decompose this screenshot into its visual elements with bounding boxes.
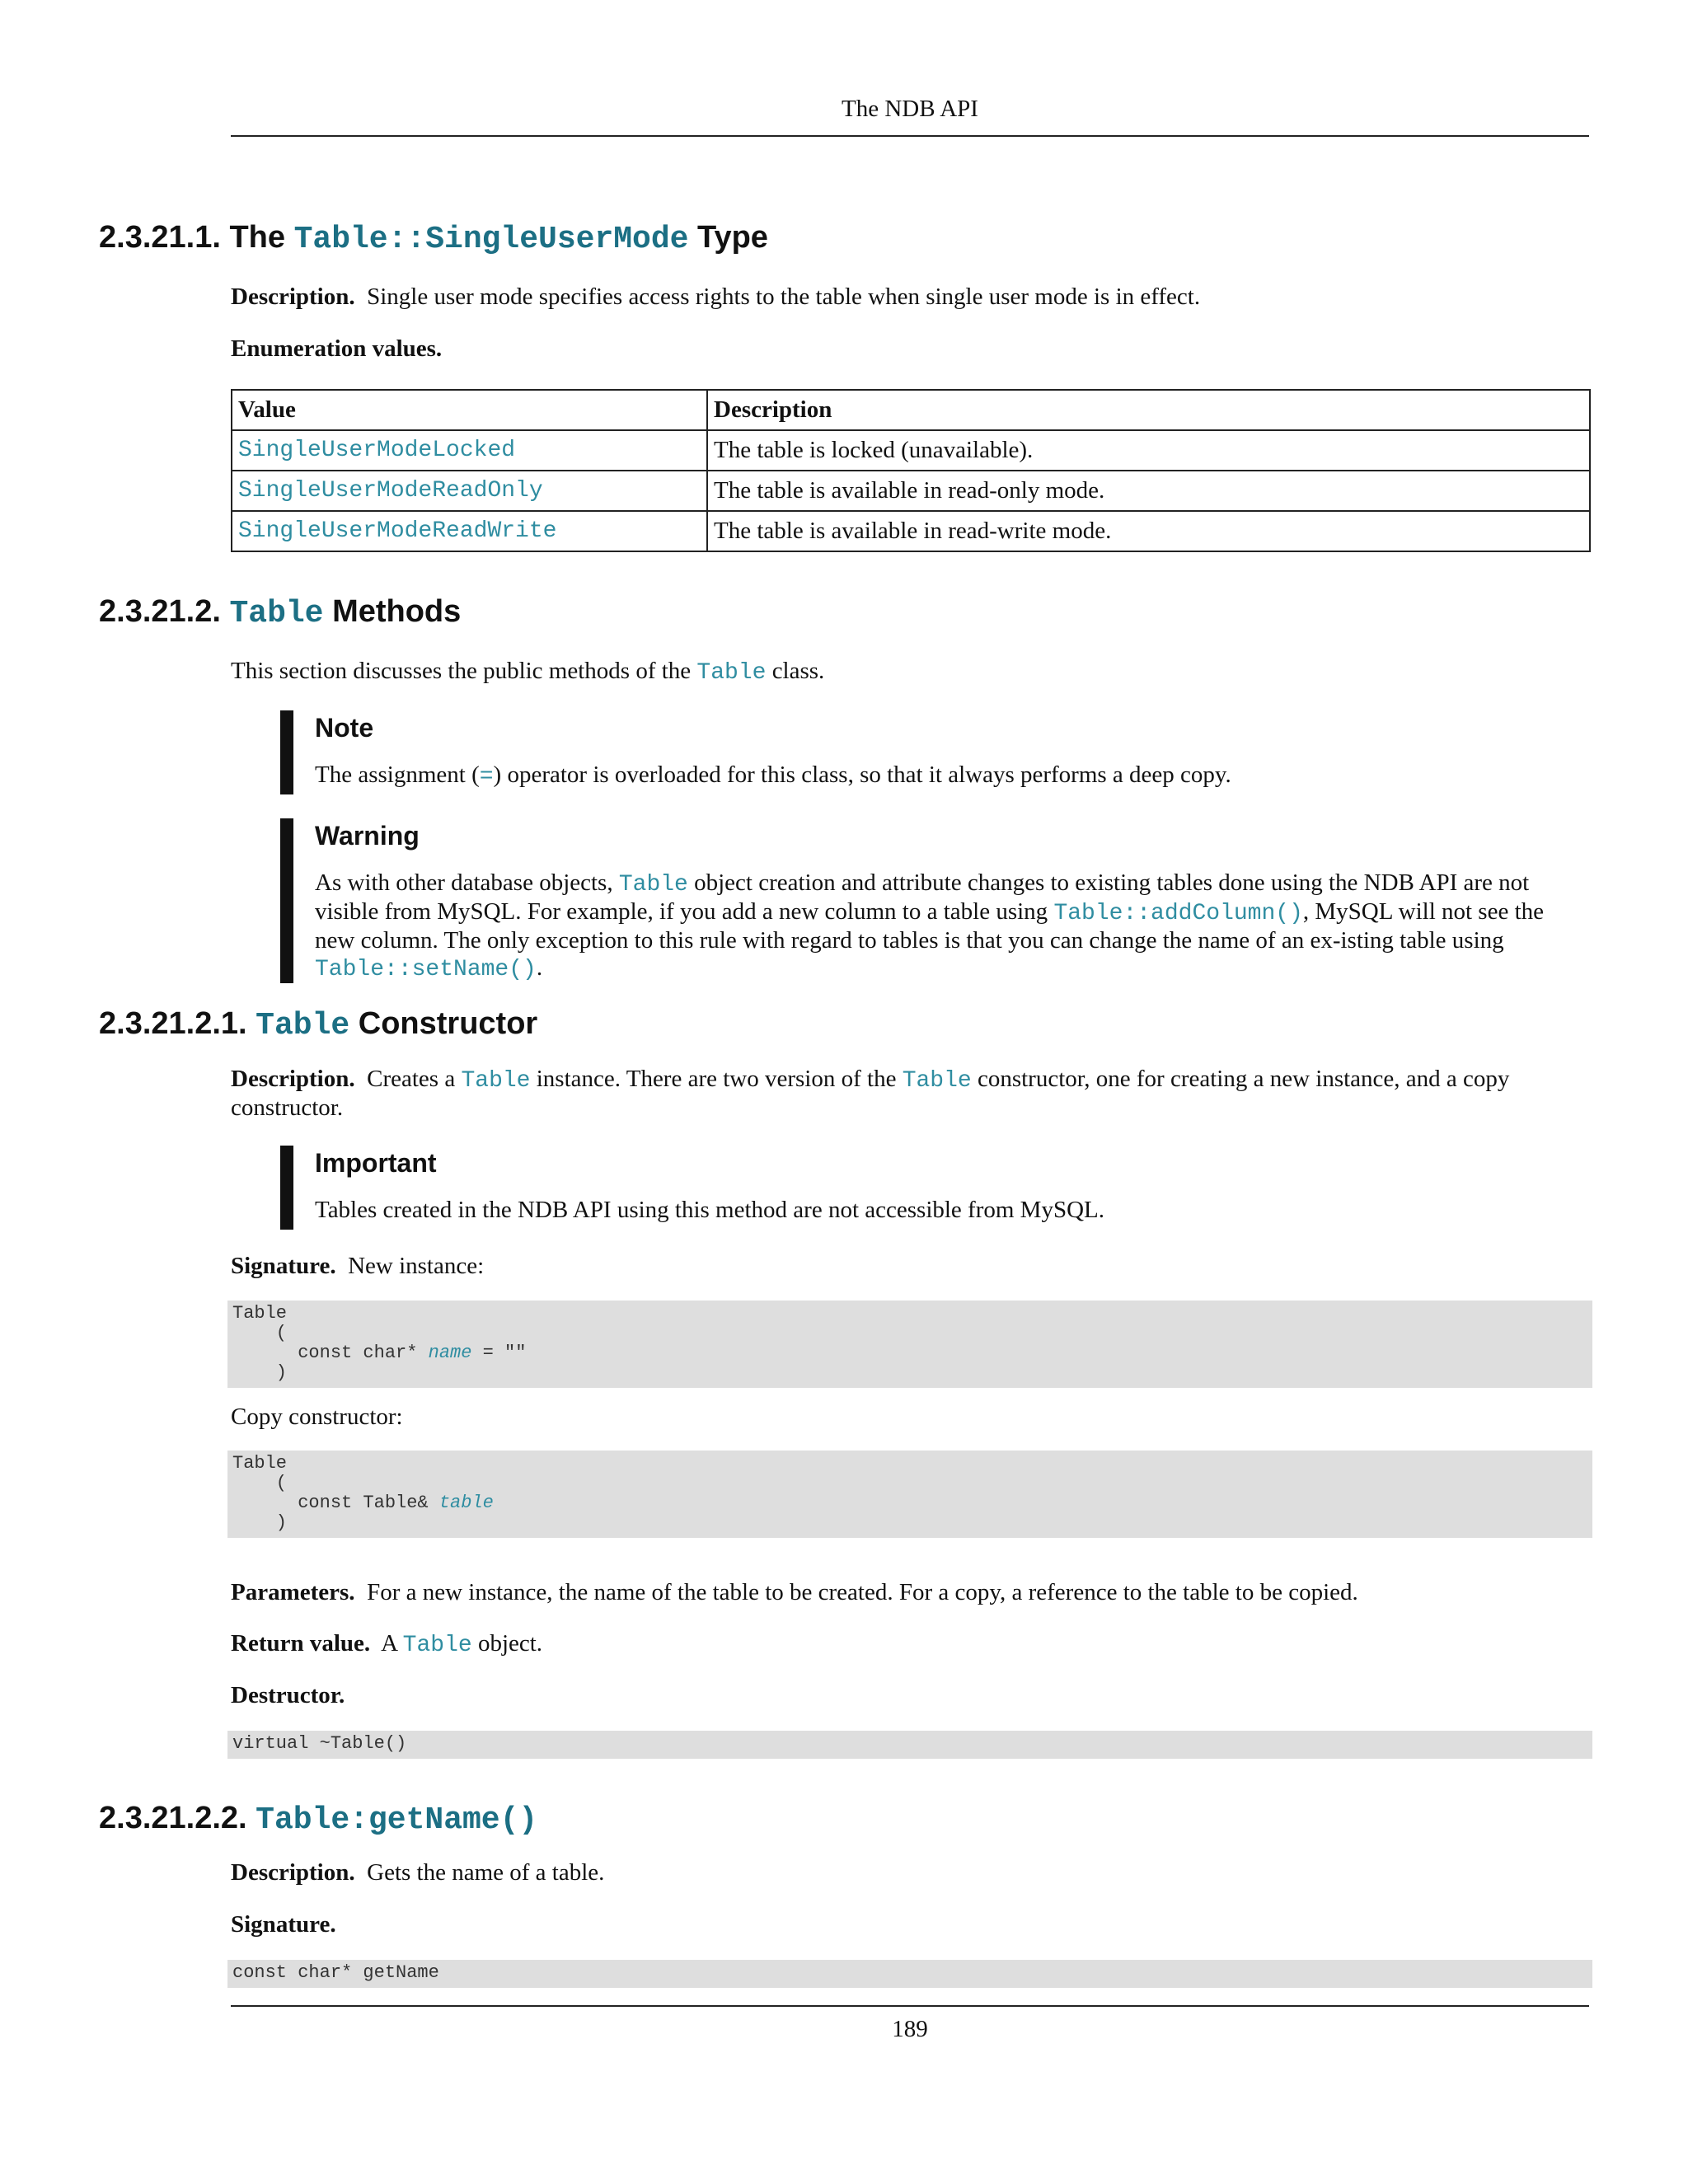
note-text: ) operator is overloaded for this class, so that it always performs a deep copy. — [493, 762, 1231, 788]
table-header-row — [232, 390, 1590, 430]
signature-paragraph — [231, 1253, 1591, 1280]
enumeration-label-paragraph — [231, 335, 1591, 363]
code-block-get-name — [227, 1960, 1592, 1988]
table-row — [232, 511, 1590, 551]
signature-label: Signature. — [231, 1253, 336, 1279]
description-label: Description. — [231, 1859, 355, 1886]
note-title: Note — [315, 713, 374, 743]
column-header-description: Description — [707, 390, 1590, 430]
section-heading-table-constructor — [99, 1004, 537, 1046]
class-link[interactable]: Table — [618, 872, 688, 898]
header-rule — [231, 135, 1589, 137]
warning-text: object creation and attribute changes to existing tables done using the NDB API are not visible from MySQL. For example, if you add a new column to a table using — [315, 869, 1530, 925]
heading-text: Constructor — [358, 1006, 538, 1041]
heading-code: Table::SingleUserMode — [293, 222, 689, 257]
footer-rule — [231, 2005, 1589, 2007]
section-heading-get-name — [99, 1798, 537, 1840]
code-text: = "" — [471, 1343, 527, 1363]
description-paragraph — [231, 284, 1591, 311]
return-value-label: Return value. — [231, 1630, 371, 1657]
note-admonition — [280, 710, 1566, 794]
enumeration-table — [231, 389, 1591, 552]
description-text: instance. There are two version of the — [536, 1066, 897, 1092]
code-line: ( — [232, 1473, 288, 1493]
code-block-new-instance — [227, 1301, 1592, 1388]
description-text: Single user mode specifies access rights to the table when single user mode is in effect. — [367, 284, 1201, 310]
description-text: Gets the name of a table. — [367, 1859, 605, 1886]
admonition-bar — [280, 710, 293, 794]
heading-code: Table:getName() — [256, 1802, 538, 1838]
warning-text: , MySQL will not see the new column. The only exception to this rule with regard to tables is that you can change the name of an ex-isting table using — [315, 898, 1545, 954]
enum-value-link[interactable]: SingleUserModeReadOnly — [232, 471, 707, 511]
description-label: Description. — [231, 1066, 355, 1092]
table-row — [232, 471, 1590, 511]
description-text: Creates a — [367, 1066, 456, 1092]
destructor-paragraph — [231, 1682, 1591, 1709]
admonition-bar — [280, 1146, 293, 1230]
warning-admonition — [280, 818, 1566, 983]
class-link[interactable]: Table — [402, 1633, 472, 1658]
warning-body — [315, 869, 1584, 983]
code-line: const char* — [232, 1343, 429, 1363]
code-argument: table — [438, 1493, 494, 1513]
destructor-label: Destructor. — [231, 1682, 345, 1708]
running-header: The NDB API — [842, 96, 978, 122]
code-argument: name — [428, 1343, 472, 1363]
intro-text: class. — [771, 658, 825, 684]
return-value-text: A — [381, 1630, 397, 1657]
code-line: ( — [232, 1323, 288, 1343]
return-value-text: object. — [477, 1630, 543, 1657]
important-title: Important — [315, 1148, 437, 1178]
note-text: The assignment ( — [315, 762, 480, 788]
important-admonition — [280, 1146, 1566, 1230]
table-row — [232, 430, 1590, 471]
class-link[interactable]: Table — [696, 660, 767, 686]
code-line: Table — [232, 1453, 288, 1474]
warning-title: Warning — [315, 821, 420, 851]
method-link-set-name[interactable]: Table::setName() — [315, 957, 537, 982]
copy-constructor-paragraph — [231, 1404, 1591, 1431]
code-line: ) — [232, 1362, 288, 1383]
code-line: const Table& — [232, 1493, 439, 1513]
warning-text: As with other database objects, — [315, 869, 613, 896]
code-line: Table — [232, 1303, 288, 1324]
signature-text: New instance: — [348, 1253, 485, 1279]
enum-description: The table is available in read-write mode. — [707, 511, 1590, 551]
enum-description: The table is locked (unavailable). — [707, 430, 1590, 471]
heading-text: The — [229, 220, 286, 255]
parameters-label: Parameters. — [231, 1579, 355, 1605]
admonition-bar — [280, 818, 293, 983]
get-name-signature-label-paragraph — [231, 1911, 1591, 1938]
enum-value-link[interactable]: SingleUserModeReadWrite — [232, 511, 707, 551]
code-line: const char* getName — [232, 1962, 439, 1983]
code-line: ) — [232, 1512, 288, 1533]
method-link-add-column[interactable]: Table::addColumn() — [1053, 901, 1303, 926]
warning-text: . — [536, 954, 543, 981]
parameters-text: For a new instance, the name of the table to be created. For a copy, a reference to the table to be copied. — [367, 1579, 1358, 1605]
page-number: 189 — [892, 2016, 928, 2042]
parameters-paragraph — [231, 1579, 1591, 1606]
enum-value-link[interactable]: SingleUserModeLocked — [232, 430, 707, 471]
enum-description: The table is available in read-only mode. — [707, 471, 1590, 511]
return-value-paragraph — [231, 1630, 1591, 1659]
description-label: Description. — [231, 284, 355, 310]
intro-text: This section discusses the public methods of the — [231, 658, 692, 684]
constructor-description — [231, 1066, 1591, 1122]
operator-link[interactable]: = — [479, 764, 494, 790]
class-link[interactable]: Table — [461, 1068, 531, 1094]
signature-label: Signature. — [231, 1911, 336, 1938]
code-block-destructor — [227, 1731, 1592, 1759]
code-line: virtual ~Table() — [232, 1733, 407, 1754]
heading-code: Table — [256, 1008, 350, 1043]
section-number: 2.3.21.2. — [99, 594, 221, 629]
heading-text: Type — [697, 220, 768, 255]
heading-text: Methods — [332, 594, 462, 629]
description-text: constructor, one for creating a new instance, and a copy constructor. — [231, 1066, 1510, 1121]
enumeration-label: Enumeration values. — [231, 335, 443, 362]
class-link[interactable]: Table — [902, 1068, 972, 1094]
section-heading-single-user-mode — [99, 218, 768, 260]
section-heading-table-methods — [99, 592, 461, 634]
section-number: 2.3.21.1. — [99, 220, 221, 255]
intro-paragraph — [231, 658, 1591, 687]
section-number: 2.3.21.2.2. — [99, 1801, 247, 1835]
note-body — [315, 762, 1584, 790]
code-block-copy-constructor — [227, 1451, 1592, 1538]
column-header-value: Value — [232, 390, 707, 430]
copy-constructor-text: Copy constructor: — [231, 1404, 403, 1430]
get-name-description — [231, 1859, 1591, 1886]
section-number: 2.3.21.2.1. — [99, 1006, 247, 1041]
important-body: Tables created in the NDB API using this method are not accessible from MySQL. — [315, 1197, 1104, 1223]
heading-code: Table — [229, 596, 324, 631]
